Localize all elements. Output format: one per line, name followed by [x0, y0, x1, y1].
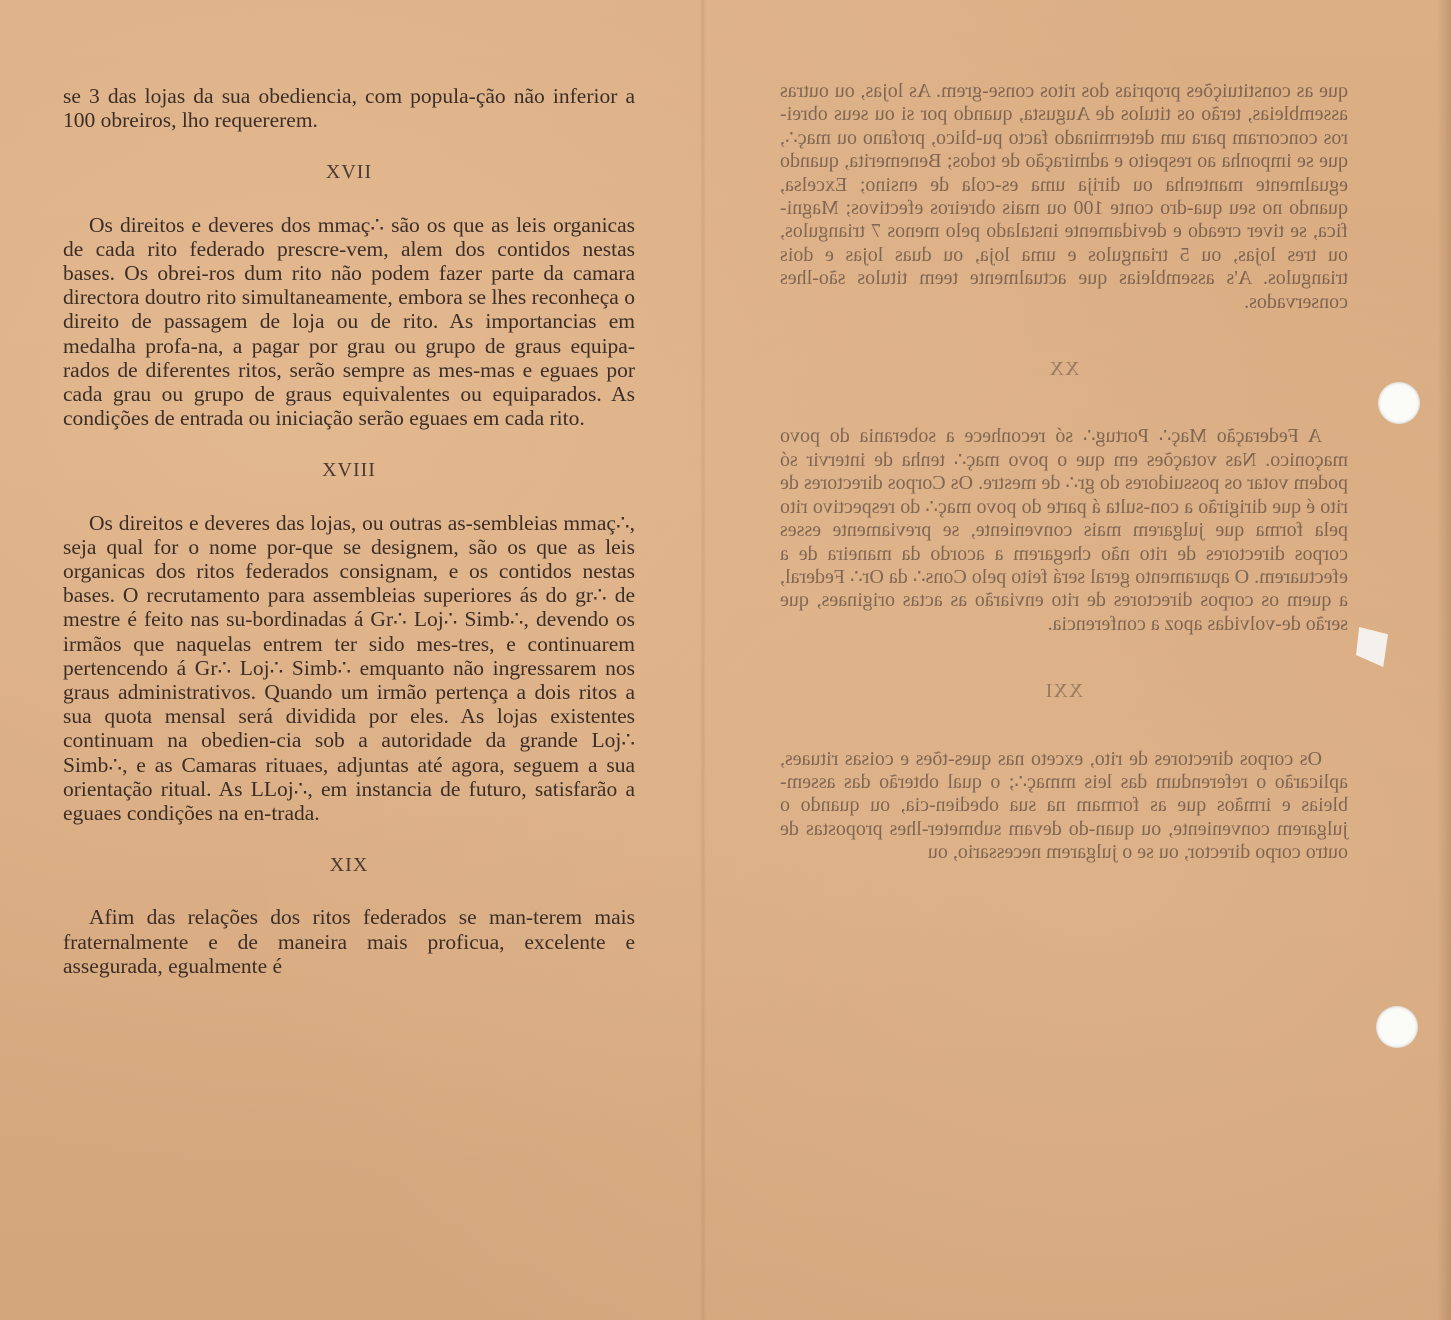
bleed-section-heading-xxi: XXI [1044, 680, 1084, 703]
page-edge-shadow [1437, 0, 1451, 1320]
bleed-section-heading-xx: XX [1048, 358, 1080, 381]
left-page-text [63, 84, 635, 978]
paragraph-xix: Afim das relações dos ritos federados se man-terem mais fraternalmente e de maneira mais proficua, excelente e assegurada, egualmente é [63, 905, 635, 978]
punch-hole-upper [1378, 382, 1420, 424]
right-page-bleed-through [780, 80, 1348, 865]
section-heading-xix: XIX [329, 854, 369, 877]
bleed-paragraph-xx: A Federação Maç∴ Portug∴ só reconhece a soberania do povo maçonico. Nas votações em que o povo maç∴ tenha de intervir só podem votar os possuidores do gr∴ de mestre. Os Corpos directores de rito é que dirigirão a con-sulta á parte do povo maç∴ do respectivo rito pela forma que julgarem mais conveniente, se previamente esses corpos directores de rito não chegarem a acordo da maneira de a efectuarem. O apuramento geral será feito pelo Cons∴ da Or∴ Federal, a quem os corpos directores de rito enviarão as actas originaes, que serão de-volvidas apoz a conferencia. [780, 425, 1348, 635]
paragraph-continuation: se 3 das lojas da sua obediencia, com popula-ção não inferior a 100 obreiros, lho requererem. [63, 84, 635, 133]
section-heading-xvii: XVII [325, 161, 373, 184]
punch-hole-lower [1376, 1006, 1418, 1048]
paragraph-xvii: Os direitos e deveres dos mmaç∴ são os que as leis organicas de cada rito federado prescre-vem, alem dos contidos nestas bases. Os obrei-ros dum rito não podem fazer parte da camara directora doutro rito simultaneamente, embora se lhes reconheça o direito de passagem de loja ou de rito. As importancias em medalha profa-na, a pagar por grau ou grupo de graus equipa-rados de diferentes ritos, serão sempre as mes-mas e eguaes por cada grau ou grupo de graus equivalentes ou equiparados. As condições de entrada ou iniciação serão eguaes em cada rito. [63, 212, 635, 431]
paragraph-xviii: Os direitos e deveres das lojas, ou outras as-sembleias mmaç∴, seja qual for o nome por-que se designem, são os que as leis organicas dos ritos federados consignam, e os contidos nestas bases. O recrutamento para assembleias superiores ás do gr∴ de mestre é feito nas su-bordinadas á Gr∴ Loj∴ Simb∴, devendo os irmãos que naquelas entrem ter sido mes-tres, e continuarem pertencendo á Gr∴ Loj∴ Simb∴ emquanto não ingressarem nos graus administrativos. Quando um irmão pertença a dois ritos a sua quota mensal será dividida por eles. As lojas existentes continuam na obedien-cia sob a autoridade da grande Loj∴ Simb∴, e as Camaras rituaes, adjuntas até agora, seguem a sua orientação ritual. As LLoj∴, em instancia de futuro, satisfarão a eguaes condições na en-trada. [63, 510, 635, 826]
section-heading-xviii: XVIII [322, 459, 376, 482]
bleed-paragraph-xxi: Os corpos directores de rito, exceto nas ques-tões e coisas rituaes, aplicarão o referendum das leis mmaç∴; o qual obterão das assem-bleias e irmãos que as formam na sua obedien-cia, ou quando o julgarem conveniente, ou quan-do devam submeter-lhes propostas de outro corpo director, ou se o julgarem necessario, ou [780, 747, 1348, 864]
paper-tear [1356, 627, 1388, 667]
bleed-paragraph-continuation: que as constituições proprias dos ritos conse-grem. As lojas, ou outras assembleias, terão os titulos de Augusta, quando por si ou seus obrei-ros concorram para um determinado facto pu-blico, profano ou maç∴, que se imponha ao respeito e admiração de todos; Benemerita, quando egualmente mantenha ou dirija uma es-cola de ensino; Excelsa, quando no seu qua-dro conte 100 ou mais obreiros efectivos; Magni-fica, se tiver creado e devidamente instalado pelo menos 7 triangulos, ou tres lojas, ou 5 triangulos e uma loja, ou duas lojas e dois triangulos. A's assembleias que actualmente teem titulos são-lhes conservados. [780, 80, 1348, 313]
center-fold [700, 0, 706, 1320]
